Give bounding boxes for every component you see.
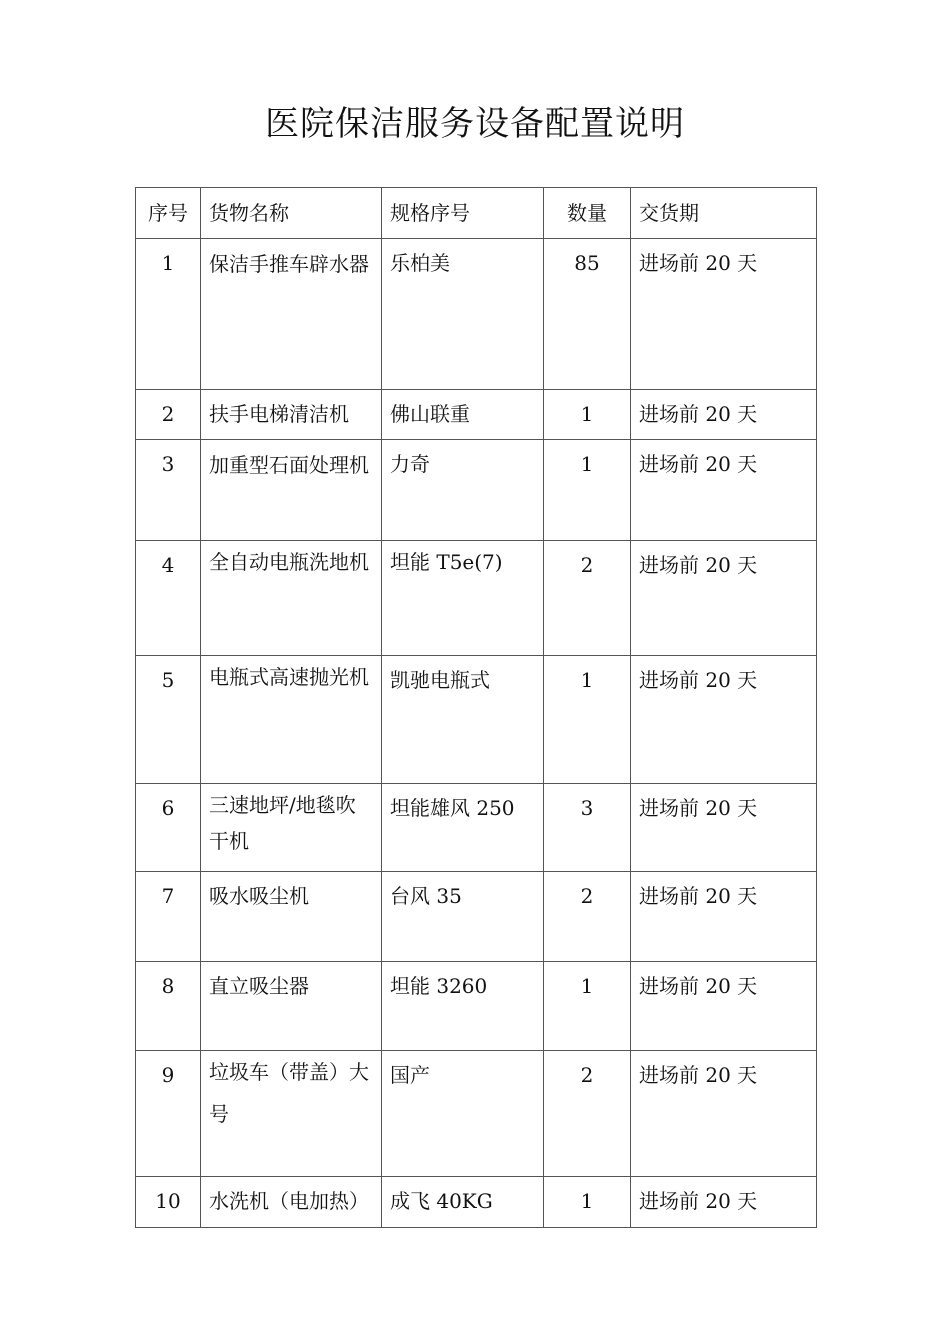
table-row [136,1177,817,1228]
cell-qty: 1 [544,390,631,440]
cell-delivery: 进场前 20 天 [631,541,817,656]
cell-qty: 85 [544,239,631,390]
cell-delivery: 进场前 20 天 [631,656,817,784]
cell-qty: 2 [544,1051,631,1177]
cell-spec: 坦能 3260 [382,962,544,1051]
cell-name: 全自动电瓶洗地机 [201,541,382,656]
cell-no: 7 [136,872,201,962]
cell-qty: 2 [544,541,631,656]
cell-name: 加重型石面处理机 [201,440,382,541]
equipment-table [135,187,817,1228]
header-spec: 规格序号 [382,188,544,239]
cell-qty: 1 [544,440,631,541]
cell-delivery: 进场前 20 天 [631,390,817,440]
cell-qty: 1 [544,656,631,784]
cell-no: 4 [136,541,201,656]
table-row [136,656,817,784]
cell-delivery: 进场前 20 天 [631,239,817,390]
cell-no: 8 [136,962,201,1051]
table-header [136,188,817,239]
table-row [136,1051,817,1177]
cell-name: 直立吸尘器 [201,962,382,1051]
cell-spec: 台风 35 [382,872,544,962]
cell-name: 垃圾车（带盖）大号 [201,1051,382,1177]
cell-no: 1 [136,239,201,390]
page-title: 医院保洁服务设备配置说明 [265,104,685,144]
table-row [136,390,817,440]
table-body [136,239,817,1228]
cell-delivery: 进场前 20 天 [631,784,817,872]
cell-name: 电瓶式高速抛光机 [201,656,382,784]
table-row [136,872,817,962]
cell-spec: 凯驰电瓶式 [382,656,544,784]
cell-delivery: 进场前 20 天 [631,872,817,962]
cell-no: 10 [136,1177,201,1228]
cell-spec: 成飞 40KG [382,1177,544,1228]
table-row [136,962,817,1051]
header-delivery: 交货期 [631,188,817,239]
cell-qty: 1 [544,1177,631,1228]
header-no: 序号 [136,188,201,239]
cell-qty: 3 [544,784,631,872]
cell-name: 三速地坪/地毯吹干机 [201,784,382,872]
cell-no: 5 [136,656,201,784]
header-row [136,188,817,239]
table-row [136,784,817,872]
table-row [136,239,817,390]
cell-no: 2 [136,390,201,440]
cell-qty: 1 [544,962,631,1051]
cell-delivery: 进场前 20 天 [631,1051,817,1177]
cell-name: 水洗机（电加热） [201,1177,382,1228]
table-row [136,541,817,656]
cell-spec: 坦能 T5e(7) [382,541,544,656]
cell-delivery: 进场前 20 天 [631,440,817,541]
cell-no: 6 [136,784,201,872]
cell-spec: 乐柏美 [382,239,544,390]
cell-no: 3 [136,440,201,541]
header-name: 货物名称 [201,188,382,239]
cell-spec: 国产 [382,1051,544,1177]
cell-name: 保洁手推车辟水器 [201,239,382,390]
cell-no: 9 [136,1051,201,1177]
cell-delivery: 进场前 20 天 [631,962,817,1051]
cell-qty: 2 [544,872,631,962]
cell-spec: 坦能雄风 250 [382,784,544,872]
header-qty: 数量 [544,188,631,239]
cell-spec: 力奇 [382,440,544,541]
cell-delivery: 进场前 20 天 [631,1177,817,1228]
cell-spec: 佛山联重 [382,390,544,440]
table-row [136,440,817,541]
cell-name: 吸水吸尘机 [201,872,382,962]
cell-name: 扶手电梯清洁机 [201,390,382,440]
